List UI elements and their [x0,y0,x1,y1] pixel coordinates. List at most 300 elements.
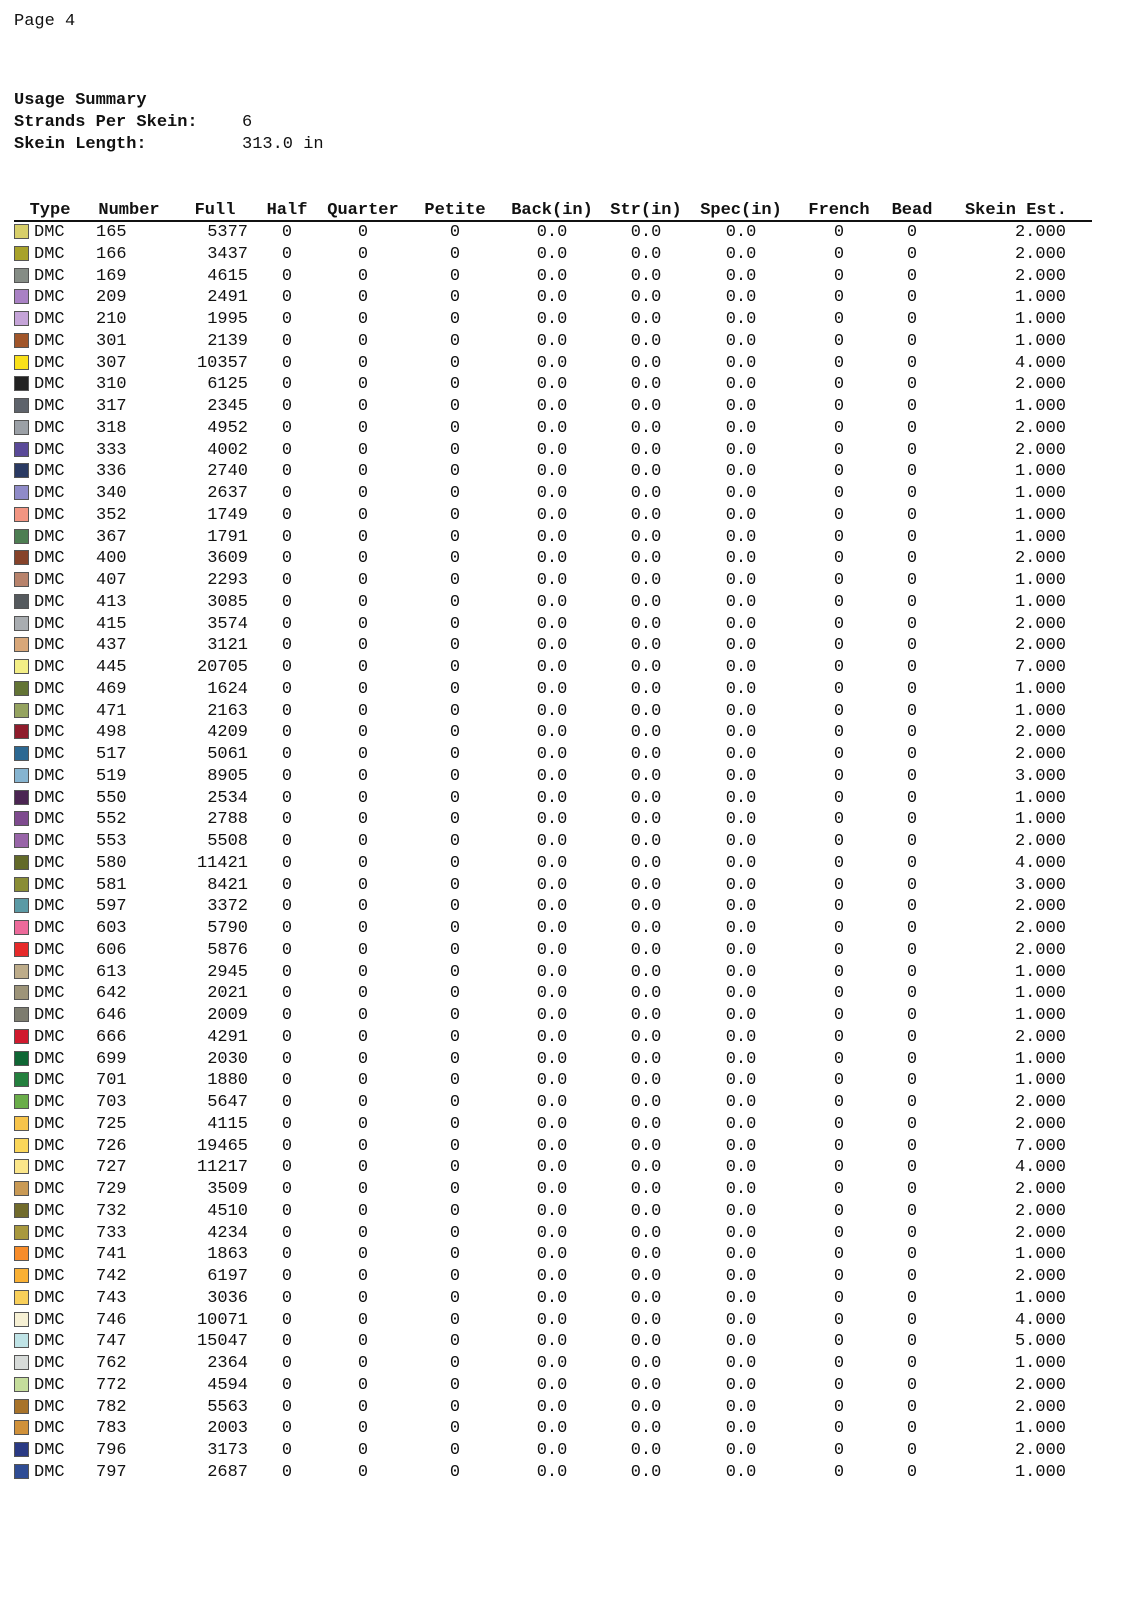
color-swatch [14,1420,29,1435]
cell-full: 11217 [196,1158,248,1178]
cell-french: 0 [833,897,845,917]
table-row [14,396,1092,418]
color-swatch [14,746,29,761]
cell-number: 606 [96,940,127,960]
color-swatch [14,898,29,913]
cell-str: 0.0 [630,288,662,308]
cell-full: 5876 [207,940,248,960]
cell-quarter: 0 [357,853,369,873]
color-swatch [14,550,29,565]
cell-skein: 1.000 [1014,397,1066,416]
cell-half: 0 [281,571,293,590]
cell-full: 8905 [207,766,248,786]
cell-back: 0.0 [536,375,568,395]
cell-bead: 0 [906,592,918,612]
cell-half: 0 [281,592,293,612]
cell-full: 4291 [207,1027,248,1047]
cell-half: 0 [281,919,293,938]
cell-french: 0 [833,1136,845,1156]
cell-bead: 0 [906,1419,918,1439]
cell-bead: 0 [906,310,918,329]
cell-back: 0.0 [536,1354,568,1373]
table-row [14,831,1092,853]
color-swatch [14,1442,29,1457]
cell-full: 2009 [207,1006,248,1025]
cell-str: 0.0 [630,853,662,873]
cell-half: 0 [281,1441,293,1460]
cell-back: 0.0 [536,701,568,721]
cell-half: 0 [281,723,293,743]
cell-str: 0.0 [630,658,662,677]
cell-number: 782 [96,1397,127,1417]
cell-half: 0 [281,636,293,656]
cell-back: 0.0 [536,1288,568,1308]
table-row [14,461,1092,483]
cell-bead: 0 [906,897,918,917]
type-label: DMC [34,331,65,351]
cell-french: 0 [833,375,845,395]
cell-half: 0 [281,505,293,525]
type-label: DMC [34,266,65,286]
cell-str: 0.0 [630,810,662,830]
cell-back: 0.0 [536,1397,568,1417]
cell-back: 0.0 [536,440,568,460]
type-label: DMC [34,658,65,677]
cell-quarter: 0 [357,1201,369,1221]
cell-skein: 2.000 [1014,636,1066,656]
cell-skein: 2.000 [1014,723,1066,743]
type-label: DMC [34,940,65,960]
table-row [14,1462,1092,1484]
cell-bead: 0 [906,1114,918,1134]
type-label: DMC [34,723,65,743]
cell-back: 0.0 [536,614,568,634]
cell-number: 209 [96,288,127,308]
cell-number: 310 [96,375,127,395]
type-label: DMC [34,397,65,416]
cell-spec: 0.0 [725,592,757,612]
cell-type [14,221,86,244]
type-label: DMC [34,745,65,764]
cell-quarter: 0 [357,636,369,656]
cell-number: 732 [96,1201,127,1221]
type-label: DMC [34,614,65,634]
cell-quarter: 0 [357,1093,369,1112]
cell-type [14,527,86,549]
type-label: DMC [34,1201,65,1221]
cell-type [14,722,86,744]
cell-bead: 0 [906,1027,918,1047]
color-swatch [14,855,29,870]
cell-full: 3173 [207,1441,248,1460]
color-swatch [14,507,29,522]
cell-full: 2030 [207,1049,248,1069]
cell-half: 0 [281,1375,293,1395]
cell-french: 0 [833,940,845,960]
cell-full: 2491 [207,288,248,308]
cell-str: 0.0 [630,1332,662,1352]
cell-quarter: 0 [357,397,369,416]
cell-french: 0 [833,875,845,895]
color-swatch [14,1007,29,1022]
cell-str: 0.0 [630,1354,662,1373]
summary-title: Usage Summary [14,91,147,110]
cell-half: 0 [281,266,293,286]
cell-type [14,1114,86,1136]
cell-str: 0.0 [630,571,662,590]
cell-petite: 0 [449,288,461,308]
cell-type [14,809,86,831]
cell-skein: 1.000 [1014,592,1066,612]
cell-french: 0 [833,1006,845,1025]
cell-petite: 0 [449,310,461,329]
cell-full: 4234 [207,1223,248,1243]
cell-quarter: 0 [357,658,369,677]
cell-french: 0 [833,1201,845,1221]
color-swatch [14,790,29,805]
cell-number: 703 [96,1093,127,1112]
cell-back: 0.0 [536,723,568,743]
cell-skein: 2.000 [1014,1441,1066,1460]
column-header: Quarter [316,198,410,221]
cell-back: 0.0 [536,505,568,525]
type-label: DMC [34,810,65,830]
column-header: French [794,198,884,221]
cell-spec: 0.0 [725,571,757,590]
cell-quarter: 0 [357,1397,369,1417]
cell-spec: 0.0 [725,375,757,395]
cell-quarter: 0 [357,1245,369,1265]
cell-half: 0 [281,940,293,960]
table-row [14,853,1092,875]
table-header-row [14,198,1092,221]
cell-spec: 0.0 [725,636,757,656]
cell-back: 0.0 [536,832,568,851]
cell-spec: 0.0 [725,1419,757,1439]
cell-half: 0 [281,766,293,786]
cell-full: 2364 [207,1354,248,1373]
cell-spec: 0.0 [725,810,757,830]
cell-bead: 0 [906,1201,918,1221]
cell-number: 746 [96,1310,127,1330]
cell-quarter: 0 [357,244,369,264]
cell-petite: 0 [449,1201,461,1221]
table-row [14,353,1092,375]
cell-petite: 0 [449,1419,461,1439]
type-label: DMC [34,1267,65,1286]
cell-petite: 0 [449,788,461,808]
color-swatch [14,1246,29,1261]
cell-number: 581 [96,875,127,895]
cell-skein: 2.000 [1014,223,1066,242]
cell-french: 0 [833,1332,845,1352]
cell-french: 0 [833,1310,845,1330]
cell-french: 0 [833,1071,845,1091]
cell-full: 6125 [207,375,248,395]
cell-petite: 0 [449,962,461,982]
type-label: DMC [34,1049,65,1069]
cell-french: 0 [833,353,845,373]
table-row [14,374,1092,396]
type-label: DMC [34,244,65,264]
cell-type [14,1397,86,1419]
color-swatch [14,333,29,348]
column-header: Str(in) [604,198,688,221]
cell-french: 0 [833,505,845,525]
cell-petite: 0 [449,1158,461,1178]
cell-skein: 1.000 [1014,1354,1066,1373]
cell-skein: 1.000 [1014,1419,1066,1439]
cell-french: 0 [833,1267,845,1286]
cell-spec: 0.0 [725,397,757,416]
cell-quarter: 0 [357,1419,369,1439]
cell-number: 727 [96,1158,127,1178]
cell-back: 0.0 [536,766,568,786]
cell-full: 6197 [207,1267,248,1286]
cell-skein: 1.000 [1014,984,1066,1004]
cell-type [14,570,86,592]
color-swatch [14,833,29,848]
color-swatch [14,681,29,696]
type-label: DMC [34,1158,65,1178]
cell-petite: 0 [449,614,461,634]
cell-skein: 4.000 [1014,853,1066,873]
cell-petite: 0 [449,1049,461,1069]
cell-french: 0 [833,1462,845,1482]
cell-bead: 0 [906,1180,918,1199]
cell-str: 0.0 [630,1006,662,1025]
cell-half: 0 [281,375,293,395]
cell-back: 0.0 [536,1223,568,1243]
cell-half: 0 [281,418,293,438]
cell-petite: 0 [449,723,461,743]
cell-type [14,548,86,570]
cell-quarter: 0 [357,440,369,460]
color-swatch [14,1399,29,1414]
cell-quarter: 0 [357,919,369,938]
cell-french: 0 [833,549,845,569]
cell-full: 3437 [207,244,248,264]
cell-full: 1863 [207,1245,248,1265]
color-swatch [14,1225,29,1240]
table-row [14,788,1092,810]
cell-french: 0 [833,592,845,612]
cell-number: 553 [96,832,127,851]
cell-bead: 0 [906,223,918,242]
cell-type [14,1049,86,1071]
cell-str: 0.0 [630,875,662,895]
cell-number: 729 [96,1180,127,1199]
cell-str: 0.0 [630,1419,662,1439]
cell-bead: 0 [906,766,918,786]
cell-bead: 0 [906,571,918,590]
cell-petite: 0 [449,745,461,764]
color-swatch [14,289,29,304]
cell-bead: 0 [906,1245,918,1265]
color-swatch [14,964,29,979]
cell-half: 0 [281,331,293,351]
cell-type [14,461,86,483]
cell-full: 1749 [207,505,248,525]
color-swatch [14,724,29,739]
cell-skein: 1.000 [1014,288,1066,308]
cell-skein: 2.000 [1014,1375,1066,1395]
cell-str: 0.0 [630,244,662,264]
cell-skein: 1.000 [1014,462,1066,482]
cell-half: 0 [281,1288,293,1308]
cell-bead: 0 [906,1223,918,1243]
cell-back: 0.0 [536,875,568,895]
cell-str: 0.0 [630,962,662,982]
cell-full: 2945 [207,962,248,982]
color-swatch [14,1312,29,1327]
cell-half: 0 [281,1223,293,1243]
cell-half: 0 [281,527,293,547]
cell-full: 15047 [196,1332,248,1352]
type-label: DMC [34,875,65,895]
cell-quarter: 0 [357,788,369,808]
cell-skein: 2.000 [1014,940,1066,960]
cell-full: 2788 [207,810,248,830]
cell-quarter: 0 [357,984,369,1004]
cell-french: 0 [833,1441,845,1460]
type-label: DMC [34,679,65,699]
cell-str: 0.0 [630,1136,662,1156]
cell-skein: 1.000 [1014,1071,1066,1091]
table-row [14,440,1092,462]
table-row [14,548,1092,570]
cell-spec: 0.0 [725,614,757,634]
cell-full: 3372 [207,897,248,917]
cell-french: 0 [833,288,845,308]
cell-type [14,1288,86,1310]
cell-petite: 0 [449,1462,461,1482]
cell-petite: 0 [449,1288,461,1308]
color-swatch [14,659,29,674]
cell-full: 2003 [207,1419,248,1439]
cell-back: 0.0 [536,353,568,373]
cell-french: 0 [833,418,845,438]
cell-back: 0.0 [536,310,568,329]
cell-skein: 1.000 [1014,810,1066,830]
cell-full: 2740 [207,462,248,482]
cell-spec: 0.0 [725,1288,757,1308]
cell-type [14,701,86,723]
type-label: DMC [34,1180,65,1199]
cell-spec: 0.0 [725,418,757,438]
cell-type [14,1266,86,1288]
cell-number: 550 [96,788,127,808]
type-label: DMC [34,1332,65,1352]
cell-back: 0.0 [536,1180,568,1199]
cell-french: 0 [833,614,845,634]
type-label: DMC [34,1027,65,1047]
cell-petite: 0 [449,1332,461,1352]
cell-spec: 0.0 [725,1397,757,1417]
cell-full: 5790 [207,919,248,938]
cell-type [14,1418,86,1440]
cell-type [14,309,86,331]
cell-petite: 0 [449,1027,461,1047]
table-row [14,1092,1092,1114]
cell-full: 4594 [207,1375,248,1395]
cell-str: 0.0 [630,353,662,373]
type-label: DMC [34,1397,65,1417]
length-label: Skein Length: [14,135,147,154]
cell-back: 0.0 [536,418,568,438]
cell-petite: 0 [449,440,461,460]
cell-half: 0 [281,897,293,917]
cell-number: 407 [96,571,127,590]
cell-quarter: 0 [357,679,369,699]
cell-type [14,1244,86,1266]
color-swatch [14,420,29,435]
strands-per-skein-row [14,112,324,134]
cell-number: 400 [96,549,127,569]
type-label: DMC [34,1310,65,1330]
cell-str: 0.0 [630,440,662,460]
cell-petite: 0 [449,1136,461,1156]
cell-bead: 0 [906,962,918,982]
type-label: DMC [34,1223,65,1243]
cell-petite: 0 [449,462,461,482]
cell-full: 3121 [207,636,248,656]
color-swatch [14,572,29,587]
cell-skein: 1.000 [1014,1245,1066,1265]
cell-skein: 1.000 [1014,527,1066,547]
cell-full: 8421 [207,875,248,895]
cell-petite: 0 [449,701,461,721]
cell-petite: 0 [449,1267,461,1286]
cell-petite: 0 [449,331,461,351]
column-header: Bead [884,198,940,221]
cell-petite: 0 [449,679,461,699]
cell-bead: 0 [906,1267,918,1286]
cell-bead: 0 [906,919,918,938]
cell-half: 0 [281,549,293,569]
cell-back: 0.0 [536,984,568,1004]
cell-spec: 0.0 [725,1354,757,1373]
cell-half: 0 [281,984,293,1004]
cell-half: 0 [281,875,293,895]
cell-spec: 0.0 [725,919,757,938]
cell-number: 552 [96,810,127,830]
cell-half: 0 [281,1180,293,1199]
cell-full: 4002 [207,440,248,460]
cell-str: 0.0 [630,636,662,656]
cell-number: 783 [96,1419,127,1439]
cell-back: 0.0 [536,288,568,308]
cell-str: 0.0 [630,592,662,612]
cell-bead: 0 [906,266,918,286]
column-header: Full [172,198,258,221]
cell-back: 0.0 [536,571,568,590]
cell-full: 2021 [207,984,248,1004]
cell-half: 0 [281,244,293,264]
cell-full: 4510 [207,1201,248,1221]
cell-skein: 2.000 [1014,832,1066,851]
table-row [14,331,1092,353]
cell-number: 646 [96,1006,127,1025]
cell-skein: 2.000 [1014,440,1066,460]
color-swatch [14,1094,29,1109]
cell-petite: 0 [449,1071,461,1091]
cell-skein: 1.000 [1014,679,1066,699]
cell-number: 580 [96,853,127,873]
cell-spec: 0.0 [725,1201,757,1221]
cell-french: 0 [833,440,845,460]
cell-number: 307 [96,353,127,373]
